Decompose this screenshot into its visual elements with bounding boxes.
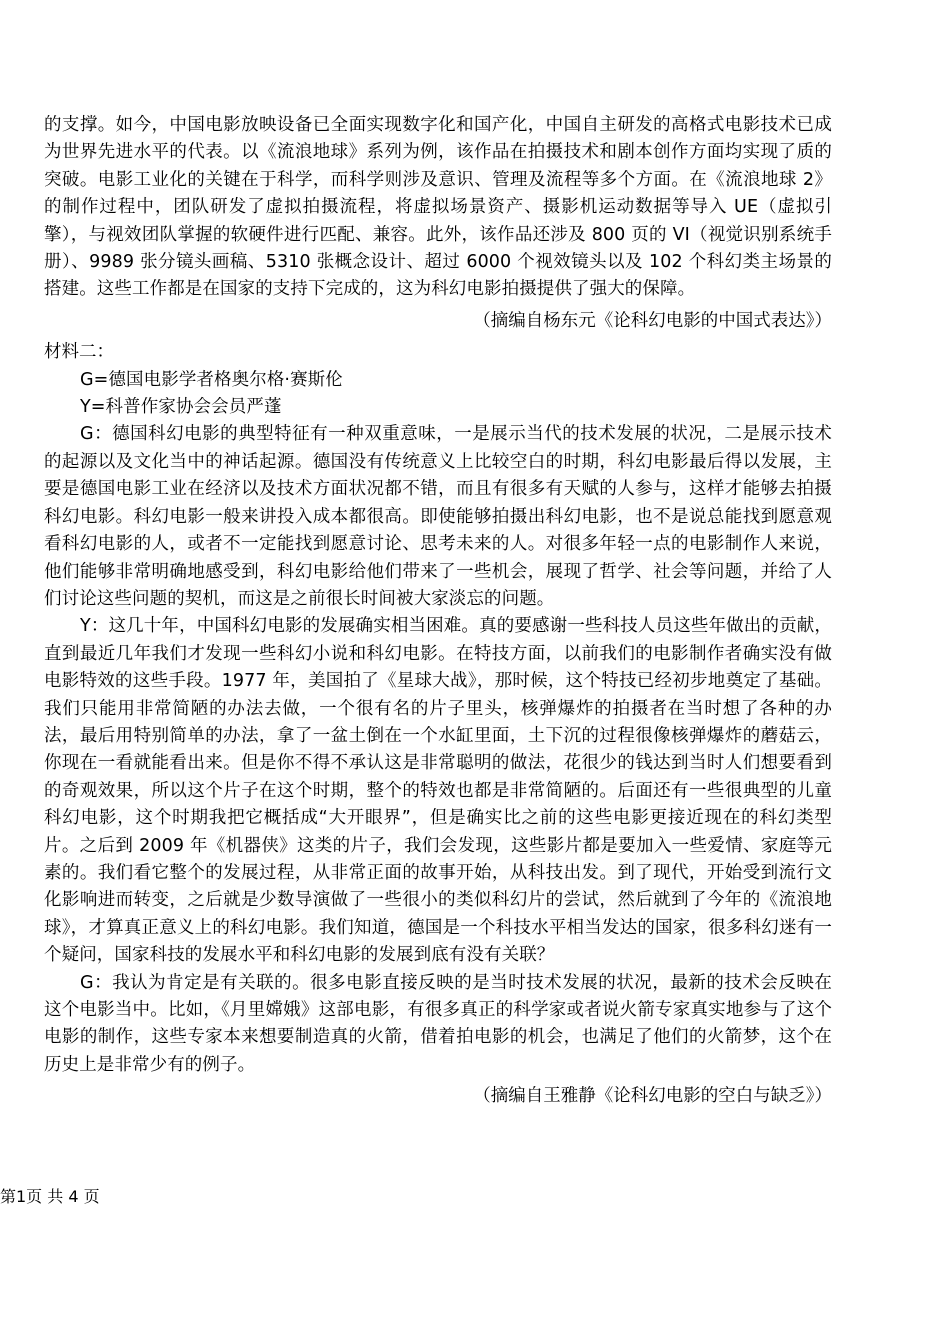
page-footer: 第1页 共 4 页 (0, 1187, 100, 1206)
document-body (0, 112, 950, 1115)
dialogue-paragraph-g2: G：我认为肯定是有关联的。很多电影直接反映的是当时技术发展的状况，最新的技术会反映在这个电影当中。比如，《月里嫦娥》这部电影，有很多真正的科学家或者说火箭专家真实地参与了这个电影的制作，这些专家本来想要制造真的火箭，借着拍电影的机会，也满足了他们的火箭梦，这个在历史上是非常少有的例子。 (44, 972, 832, 1075)
dialogue-paragraph-g1: G：德国科幻电影的典型特征有一种双重意味，一是展示当代的技术发展的状况，二是展示技术的起源以及文化当中的神话起源。德国没有传统意义上比较空白的时期，科幻电影最后得以发展，主要是德国电影工业在经济以及技术方面状况都不错，而且有很多有天赋的人参与，这样才能够去拍摄科幻电影。科幻电影一般来讲投入成本都很高。即使能够拍摄出科幻电影，也不是说总能找到愿意观看科幻电影的人，或者不一定能找到愿意讨论、思考未来的人。对很多年轻一点的电影制作人来说，他们能够非常明确地感受到，科幻电影给他们带来了一些机会，展现了哲学、社会等问题，并给了人们讨论这些问题的契机，而这是之前很长时间被大家淡忘的问题。 (44, 424, 832, 609)
speaker-y-definition: Y=科普作家协会会员严蓬 (80, 397, 282, 418)
material-two-citation: （摘编自王雅静《论科幻电影的空白与缺乏》） (473, 1086, 832, 1107)
material-one-paragraph: 的支撑。如今，中国电影放映设备已全面实现数字化和国产化，中国自主研发的高格式电影技术已成为世界先进水平的代表。以《流浪地球》系列为例，该作品在拍摄技术和剧本创作方面均实现了质的突破。电影工业化的关键在于科学，而科学则涉及意识、管理及流程等多个方面。在《流浪地球 2》的制作过程中，团队研发了虚拟拍摄流程，将虚拟场景资产、摄影机运动数据等导入 UE（虚拟引擎），与视效团队掌握的软硬件进行匹配、兼容。此外，该作品还涉及 800 页的 VI（视觉识别系统手册）、9989 张分镜头画稿、5310 张概念设计、超过 6000 个视效镜头以及 102 个科幻类主场景的搭建。这些工作都是在国家的支持下完成的，这为科幻电影拍摄提供了强大的保障。 (44, 115, 832, 300)
material-one-citation: （摘编自杨东元《论科幻电影的中国式表达》） (473, 310, 832, 331)
speaker-g-definition: G=德国电影学者格奥尔格·赛斯伦 (80, 369, 343, 390)
dialogue-paragraph-y1: Y：这几十年，中国科幻电影的发展确实相当困难。真的要感谢一些科技人员这些年做出的贡献，直到最近几年我们才发现一些科幻小说和科幻电影。在特技方面，以前我们的电影制作者确实没有做电影特效的这些手段。1977 年，美国拍了《星球大战》，那时候，这个特技已经初步地奠定了基础。我们只能用非常简陋的办法去做，一个很有名的片子里头，核弹爆炸的拍摄者在当时想了各种的办法，最后用特别简单的办法，拿了一盆土倒在一个水缸里面，土下沉的过程很像核弹爆炸的蘑菇云，你现在一看就能看出来。但是你不得不承认这是非常聪明的做法，花很少的钱达到当时人们想要看到的奇观效果，所以这个片子在这个时期，整个的特效也都是非常简陋的。后面还有一些很典型的儿童科幻电影，这个时期我把它概括成“大开眼界”，但是确实比之前的这些电影更接近现在的科幻类型片。之后到 2009 年《机器侠》这类的片子，我们会发现，这些影片都是要加入一些爱情、家庭等元素的。我们看它整个的发展过程，从非常正面的故事开始，从科技出发。到了现代，开始受到流行文化影响进而转变，之后就是少数导演做了一些很小的类似科幻片的尝试，然后就到了今年的《流浪地球》，才算真正意义上的科幻电影。我们知道，德国是一个科技水平相当发达的国家，很多科幻迷有一个疑问，国家科技的发展水平和科幻电影的发展到底有没有关联？ (44, 616, 832, 966)
material-two-heading: 材料二： (44, 342, 114, 363)
